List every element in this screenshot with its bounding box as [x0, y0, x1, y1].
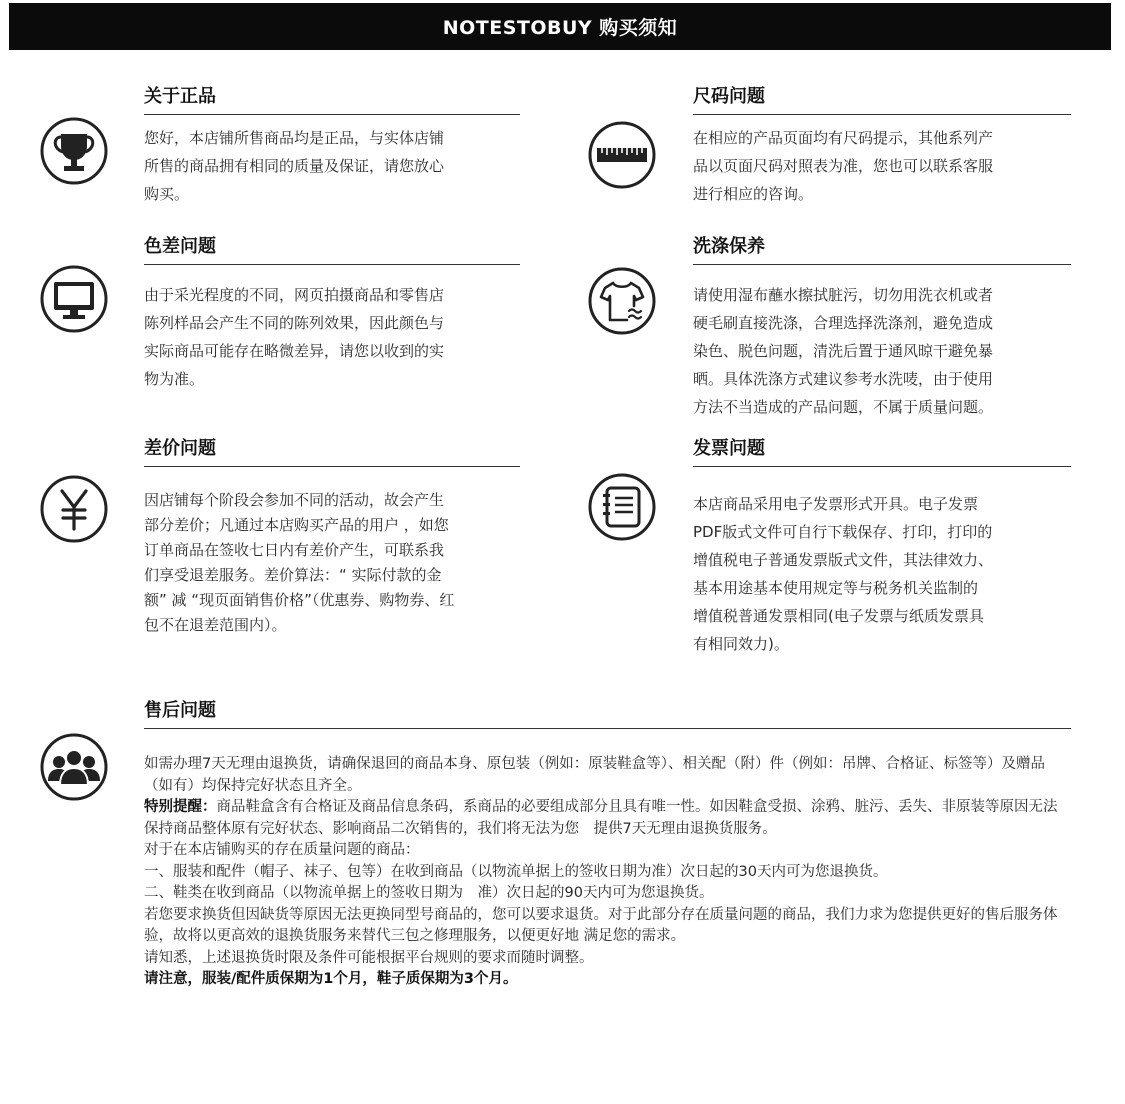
text-line: 进行相应的咨询。 [693, 185, 814, 203]
text-line: 基本用途基本使用规定等与税务机关监制的 [693, 579, 979, 597]
text-line: 由于采光程度的不同，网页拍摄商品和零售店 [144, 286, 445, 304]
text-line: 们享受退差服务。差价算法：“ 实际付款的金 [144, 566, 442, 584]
text-line: PDF版式文件可自行下载保存、打印，打印的 [693, 523, 993, 541]
section-body-authentic [144, 124, 534, 208]
text-line: 染色、脱色问题，清洗后置于通风晾干避免暴 [693, 342, 994, 360]
aftersale-paragraph: 若您要求换货但因缺货等原因无法更换同型号商品的，您可以要求退货。对于此部分存在质量问题的商品，我们力求为您提供更好的售后服务体验，故将以更高效的退换货服务来替代三包之修理服务，以便更好地 满足您的需求。 [144, 906, 1058, 944]
page-banner: NOTESTOBUY 购买须知 [9, 3, 1111, 50]
tshirt-wash-icon [587, 266, 657, 336]
text-line: 实际商品可能存在略微差异，请您以收到的实 [144, 342, 445, 360]
text-line: 请使用湿布蘸水擦拭脏污，切勿用洗衣机或者 [693, 286, 994, 304]
text-line: 因店铺每个阶段会参加不同的活动，故会产生 [144, 491, 445, 509]
section-title-size: 尺码问题 [693, 86, 1071, 115]
text-line: 方法不当造成的产品问题，不属于质量问题。 [693, 398, 994, 416]
text-line: 品以页面尺码对照表为准，您也可以联系客服 [693, 157, 994, 175]
text-line: 物为准。 [144, 370, 205, 388]
section-body-invoice [693, 490, 1093, 658]
section-body-aftersale [144, 754, 1064, 991]
reminder-label: 特别提醒： [144, 799, 217, 815]
section-title-aftersale: 售后问题 [144, 700, 1071, 729]
text-line: 订单商品在签收七日内有差价产生，可联系我 [144, 541, 445, 559]
text-line: 增值税普通发票相同(电子发票与纸质发票具 [693, 607, 984, 625]
trophy-icon [39, 116, 109, 186]
text-line: 包不在退差范围内）。 [144, 616, 287, 634]
text-line: 部分差价；凡通过本店购买产品的用户 ，如您 [144, 516, 449, 534]
section-body-size [693, 124, 1093, 208]
text-line: 本店商品采用电子发票形式开具。电子发票 [693, 495, 979, 513]
text-line: 购买。 [144, 185, 190, 203]
text-line: 额” 减 “现页面销售价格”（优惠券、购物券、红 [144, 591, 455, 609]
aftersale-paragraph: 一、服装和配件（帽子、袜子、包等）在收到商品（以物流单据上的签收日期为准）次日起的30天内可为您退换货。 [144, 863, 888, 880]
text-line: 陈列样品会产生不同的陈列效果，因此颜色与 [144, 314, 445, 332]
section-title-authentic: 关于正品 [144, 86, 520, 115]
section-title-invoice: 发票问题 [693, 438, 1071, 467]
section-body-washing [693, 281, 1093, 421]
text-line: 您好，本店铺所售商品均是正品，与实体店铺 [144, 129, 445, 147]
aftersale-reminder [144, 797, 1064, 840]
text-line: 在相应的产品页面均有尺码提示，其他系列产 [693, 129, 994, 147]
aftersale-paragraph: 如需办理7天无理由退换货，请确保退回的商品本身、原包装（例如：原装鞋盒等）、相关配（附）件（例如：吊牌、合格证、标签等）及赠品（如有）均保持完好状态且齐全。 [144, 756, 1045, 794]
yen-icon [39, 474, 109, 544]
section-title-color: 色差问题 [144, 236, 520, 265]
text-line: 晒。具体洗涤方式建议参考水洗唛，由于使用 [693, 370, 994, 388]
ruler-icon [587, 120, 657, 190]
aftersale-paragraph: 请知悉，上述退换货时限及条件可能根据平台规则的要求而随时调整。 [144, 949, 594, 966]
aftersale-paragraph: 二、鞋类在收到商品（以物流单据上的签收日期为 准）次日起的90天内可为您退换货。 [144, 885, 714, 901]
section-title-price: 差价问题 [144, 438, 520, 467]
text-line: 有相同效力)。 [693, 635, 789, 653]
section-body-color [144, 281, 534, 393]
text-line: 硬毛刷直接洗涤，合理选择洗涤剂，避免造成 [693, 314, 994, 332]
text-line: 增值税电子普通发票版式文件，其法律效力、 [693, 551, 994, 569]
invoice-notebook-icon [587, 472, 657, 542]
reminder-text: 商品鞋盒含有合格证及商品信息条码，系商品的必要组成部分且具有唯一性。如因鞋盒受损、涂鸦、脏污、丢失、非原装等原因无法保持商品整体原有完好状态、影响商品二次销售的，我们将无法为您 提供7天无理由退换货服务。 [144, 799, 1058, 837]
aftersale-paragraph: 对于在本店铺购买的存在质量问题的商品： [144, 842, 420, 858]
warranty-notice: 请注意，服装/配件质保期为1个月，鞋子质保期为3个月。 [144, 971, 518, 987]
people-group-icon [39, 732, 109, 802]
text-line: 所售的商品拥有相同的质量及保证，请您放心 [144, 157, 445, 175]
monitor-icon [39, 264, 109, 334]
section-title-washing: 洗涤保养 [693, 236, 1071, 265]
section-body-price [144, 488, 534, 638]
